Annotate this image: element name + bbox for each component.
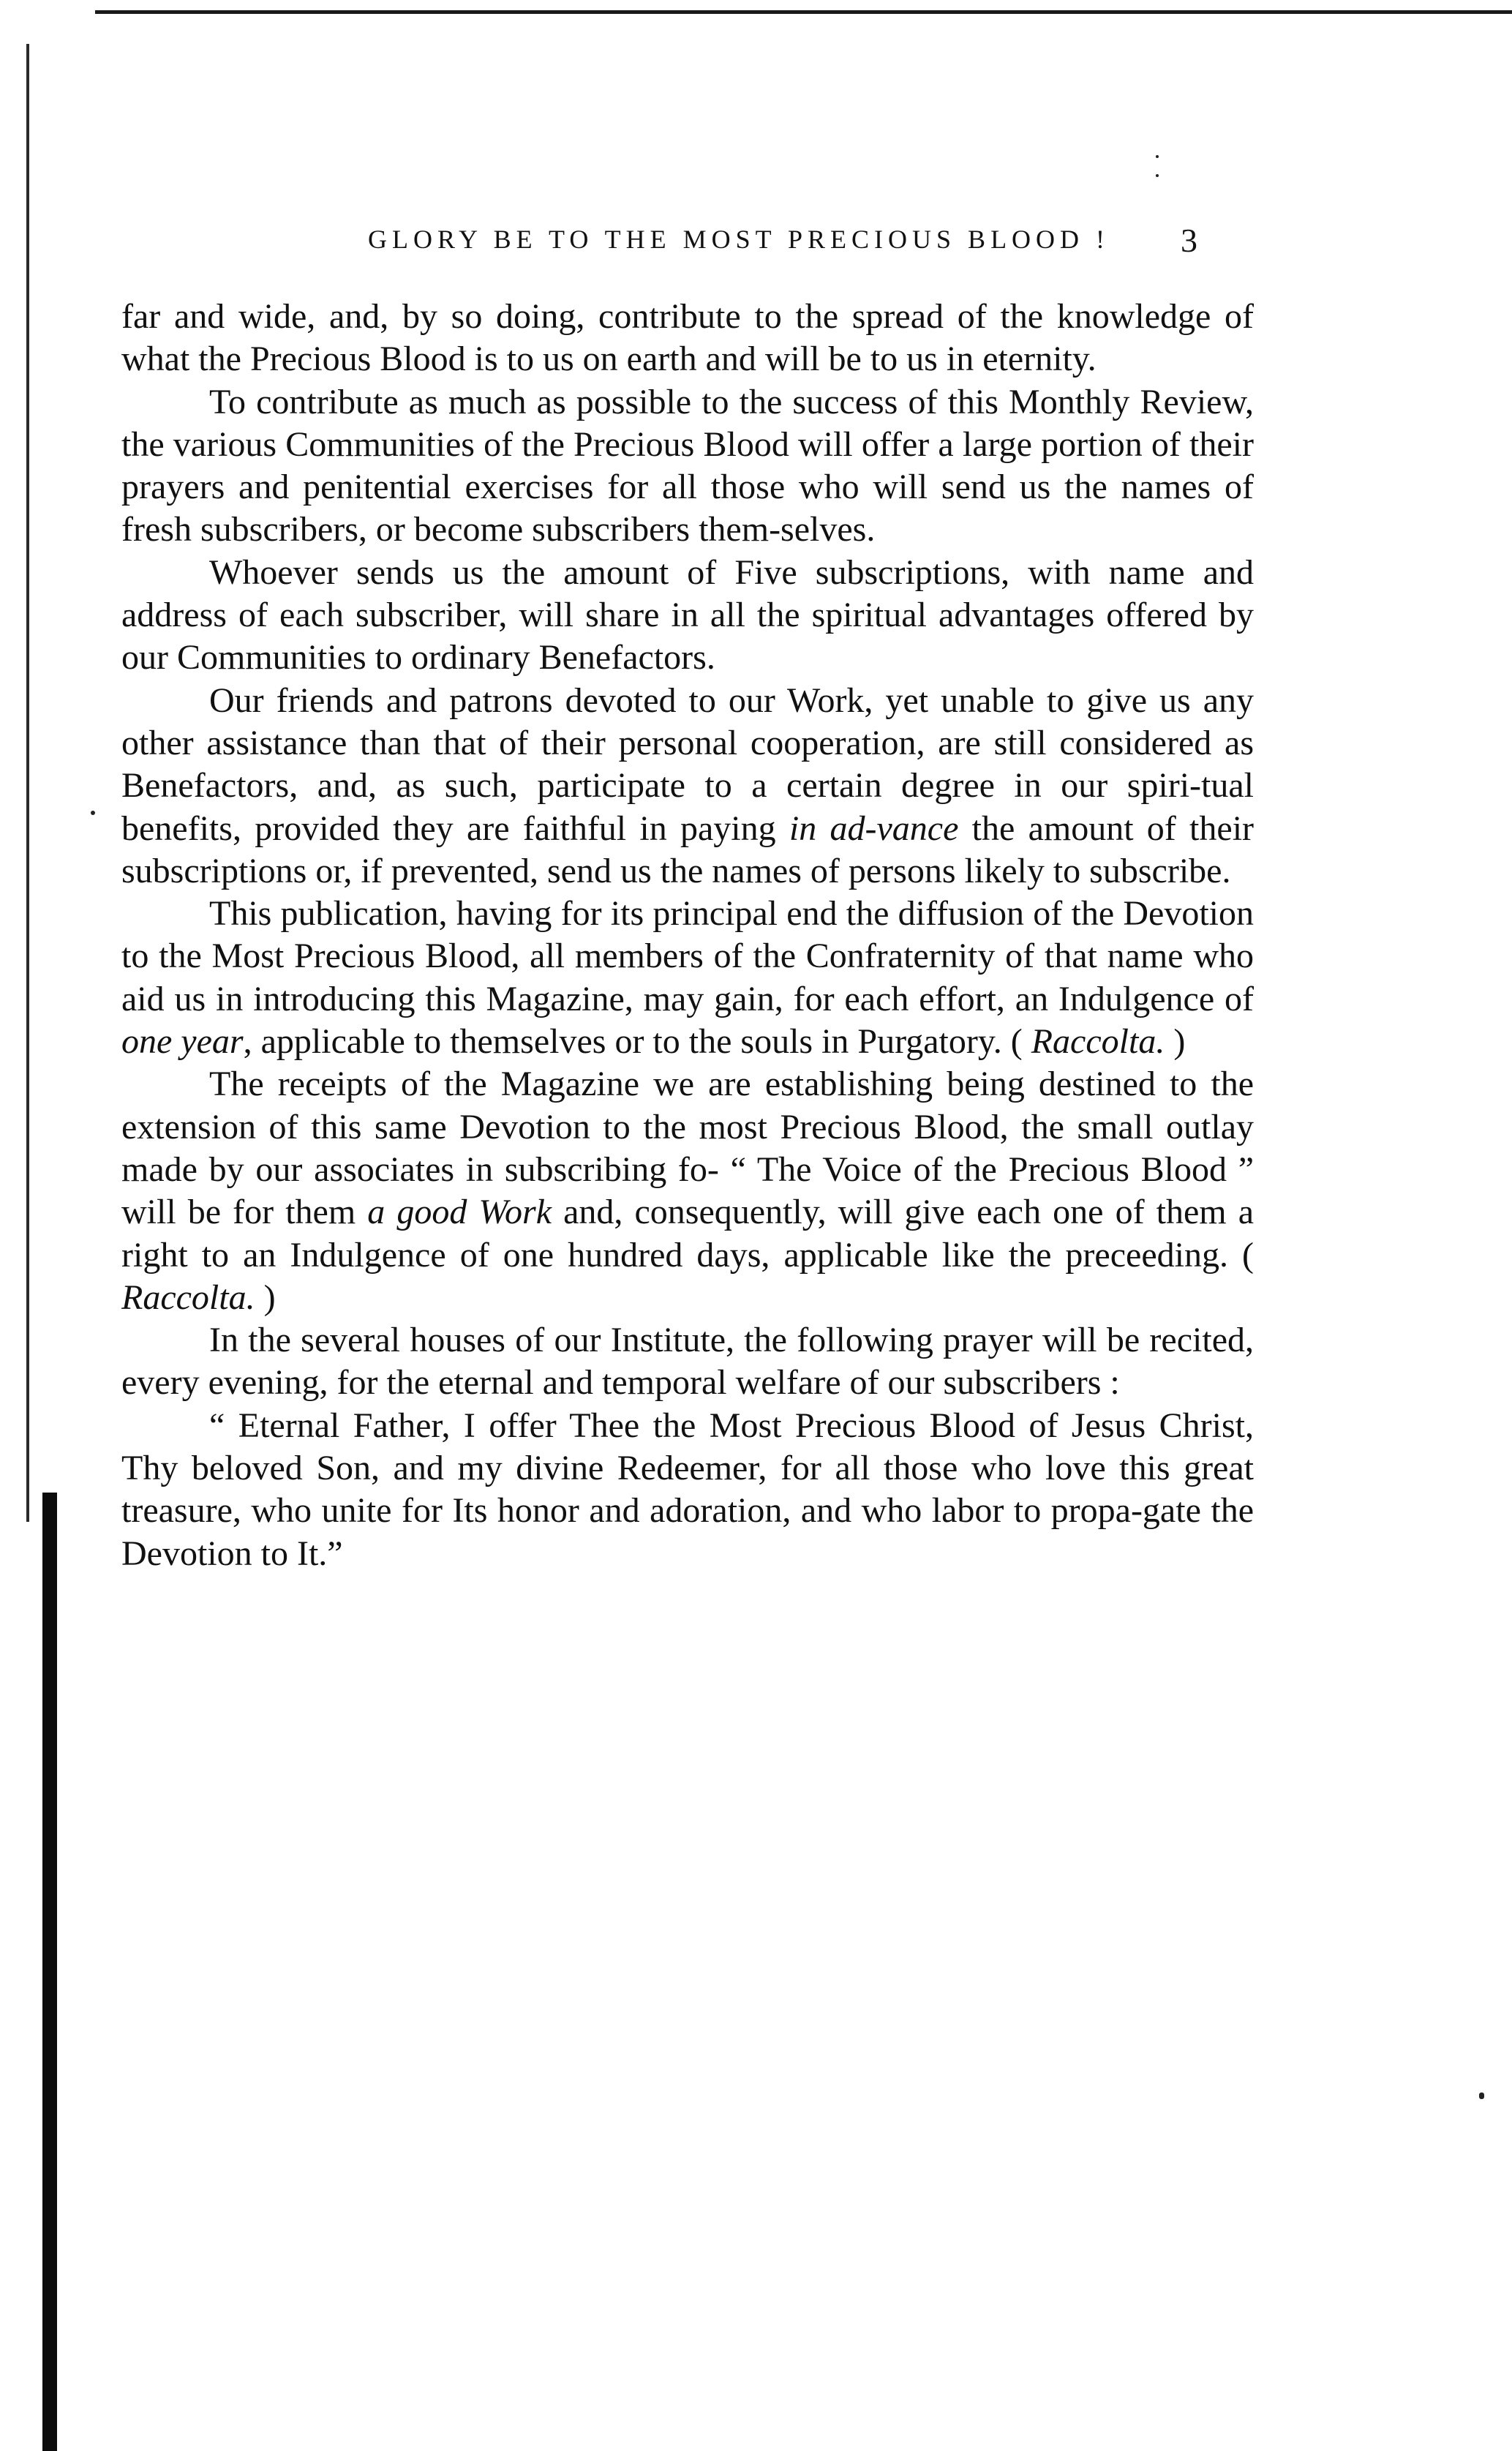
page-binding-shadow [42, 1493, 57, 2451]
top-edge-rule [95, 10, 1512, 14]
paragraph: Our friends and patrons devoted to our Work, yet unable to give us any other assistance than that of their personal cooperation, are still considered as Benefactors, and, as such, participate to a certain degree in our spiri-tual benefits, provided they are faithful in paying in ad-vance the amount of their subscriptions or, if prevented, send us the names of persons likely to subscribe. [121, 680, 1255, 890]
italic-citation: Raccolta. [1031, 1022, 1165, 1062]
italic-phrase: a good Work [367, 1193, 552, 1232]
scan-speck [1156, 174, 1159, 177]
page-number: 3 [1181, 222, 1197, 259]
scan-speck [1479, 2092, 1484, 2099]
italic-citation: Raccolta. [121, 1277, 255, 1317]
paragraph: In the several houses of our Institute, the following prayer will be recited, every evening, for the eternal and temporal welfare of our subscribers : [121, 1321, 1254, 1403]
paragraph: This publication, having for its principal end the diffusion of the Devotion to the Most Precious Blood, all members of the Confraternity of that name who aid us in introducing this Magazine, may gain, for each effort, an Indulgence of one year, applicable to themselves or to the souls in Purgatory. ( Raccolta. ) [121, 894, 1254, 1062]
page-left-edge [26, 44, 29, 1522]
scan-speck [1156, 155, 1159, 158]
scan-speck [91, 811, 95, 815]
body-text [121, 296, 1254, 1575]
running-head: GLORY BE TO THE MOST PRECIOUS BLOOD ! [367, 225, 1110, 254]
paragraph: The receipts of the Magazine we are establishing being destined to the extension of this same Devotion to the most Precious Blood, the small outlay made by our associates in subscribing fo- “ The Voice of the Precious Blood ” will be for them a good Work and, consequently, will give each one of them a right to an Indulgence of one hundred days, applicable like the preceeding. ( Raccolta. ) [121, 1065, 1255, 1317]
italic-phrase: in ad-vance [789, 808, 959, 848]
paragraph: Whoever sends us the amount of Five subscriptions, with name and address of each subscriber, will share in all the spiritual advantages offered by our Communities to ordinary Benefactors. [121, 552, 1254, 678]
paragraph: far and wide, and, by so doing, contribute to the spread of the knowledge of what the Precious Blood is to us on earth and will be to us in eternity. [121, 297, 1254, 379]
prayer-paragraph: “ Eternal Father, I offer Thee the Most Precious Blood of Jesus Christ, Thy beloved Son, and my divine Redeemer, for all those who love this great treasure, who unite for Its honor and adoration, and who labor to propa-gate the Devotion to It.” [121, 1405, 1254, 1573]
paragraph: To contribute as much as possible to the success of this Monthly Review, the various Communities of the Precious Blood will offer a large portion of their prayers and penitential exercises for all those who will send us the names of fresh subscribers, or become subscribers them-selves. [121, 382, 1254, 549]
italic-phrase: one year [121, 1022, 244, 1062]
